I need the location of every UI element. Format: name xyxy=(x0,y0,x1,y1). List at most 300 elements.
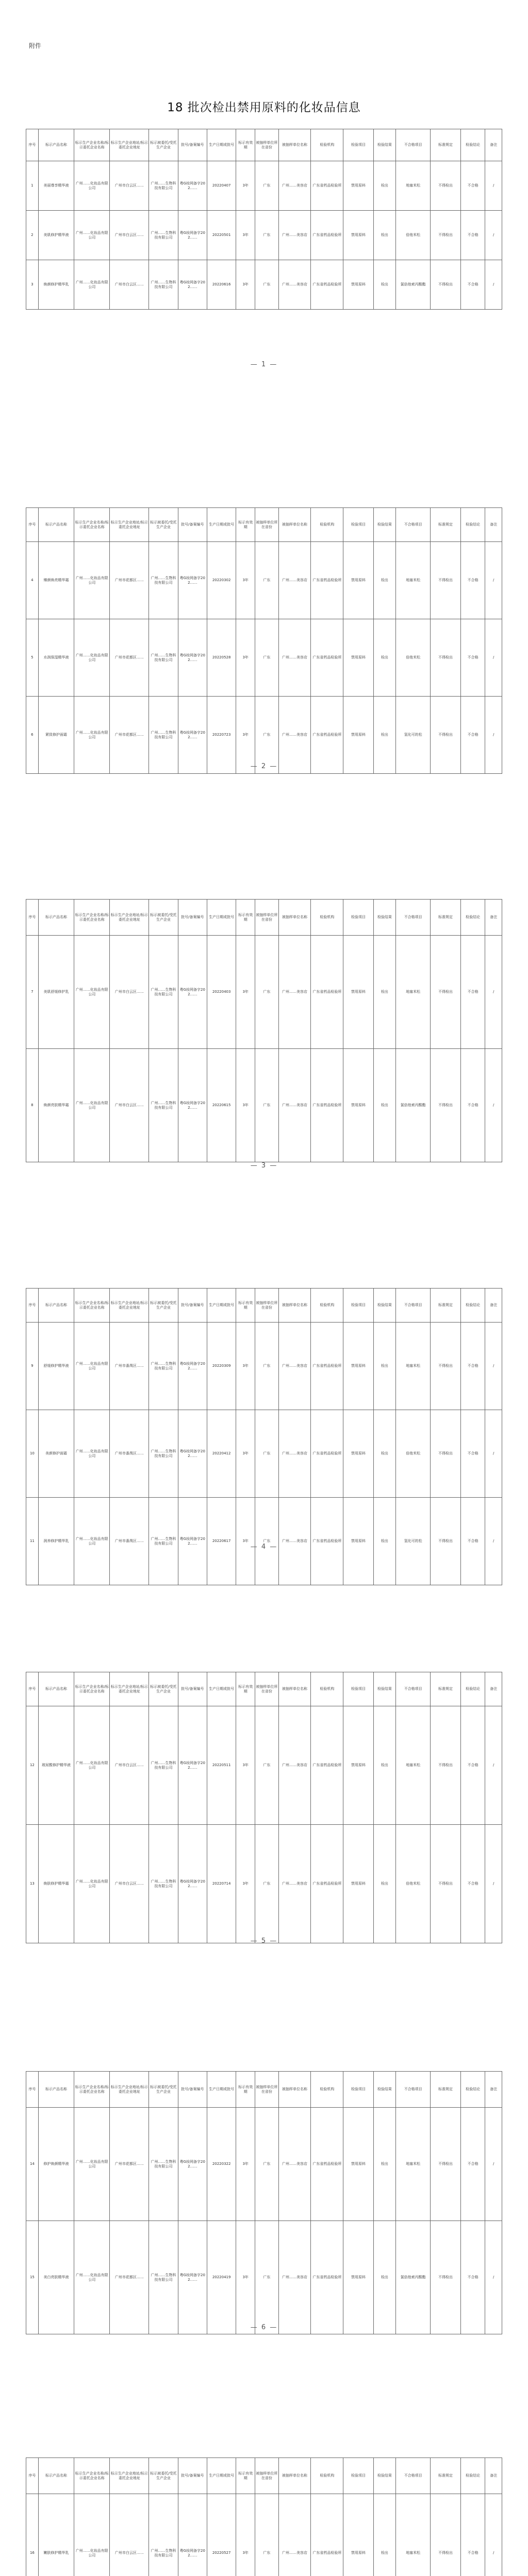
table-cell: 广州……生物科技有限公司 xyxy=(149,1825,178,1943)
column-header: 生产日期或批号 xyxy=(207,2072,236,2108)
table-cell: 广州……化妆品有限公司 xyxy=(74,2494,110,2576)
table-cell: 禁用原料 xyxy=(343,161,374,211)
table-cell: / xyxy=(485,1410,502,1498)
table-cell: 广州……化妆品有限公司 xyxy=(74,1706,110,1825)
table-cell: 粤G妆网备字202…… xyxy=(178,2494,207,2576)
column-header: 标准规定 xyxy=(431,2072,461,2108)
column-header: 不合格项目 xyxy=(396,2458,431,2494)
table-cell: 不得检出 xyxy=(431,2494,461,2576)
table-cell: 广州……生物科技有限公司 xyxy=(149,542,178,619)
table-cell: 检出 xyxy=(373,2494,395,2576)
table-cell: 不得检出 xyxy=(431,2108,461,2221)
table-cell: 广州……化妆品有限公司 xyxy=(74,1323,110,1410)
page-number: — 5 — xyxy=(250,1937,278,1945)
column-header: 不合格项目 xyxy=(396,1672,431,1706)
column-header: 检验机构 xyxy=(311,1289,343,1323)
column-header: 检验项目 xyxy=(343,2458,374,2494)
table-cell: 不得检出 xyxy=(431,1825,461,1943)
table-cell: 广州市白云区…… xyxy=(110,936,149,1049)
table-cell: 广东 xyxy=(255,2494,279,2576)
table-cell: 20220615 xyxy=(207,1049,236,1162)
table-cell: 广州……美容店 xyxy=(278,211,311,260)
column-header: 被抽样单位所在省份 xyxy=(255,900,279,936)
table-cell: 不合格 xyxy=(460,1706,485,1825)
table-cell: 3年 xyxy=(236,1323,255,1410)
table-cell: 20220616 xyxy=(207,260,236,310)
column-header: 序号 xyxy=(26,2072,39,2108)
table-cell: 美白亮肤精华液 xyxy=(38,2221,74,2334)
table-cell: 广东省药品检验所 xyxy=(311,1498,343,1585)
table-cell: / xyxy=(485,211,502,260)
table-cell: 广州……美容店 xyxy=(278,2108,311,2221)
table-cell: 广东 xyxy=(255,936,279,1049)
table-cell: 广东省药品检验所 xyxy=(311,2108,343,2221)
table-cell: 16 xyxy=(26,2494,39,2576)
column-header: 批号/备案编号 xyxy=(178,2458,207,2494)
table-cell: 臻颜焕亮精华霜 xyxy=(38,542,74,619)
table-cell: 广州……生物科技有限公司 xyxy=(149,1323,178,1410)
table-cell: / xyxy=(485,260,502,310)
table-cell: 粤G妆网备字202…… xyxy=(178,1825,207,1943)
table-cell: 检出 xyxy=(373,1410,395,1498)
column-header: 标示被委托/受托生产企业 xyxy=(149,900,178,936)
page-table-block xyxy=(26,2458,502,2576)
column-header: 备注 xyxy=(485,508,502,542)
column-header: 不合格项目 xyxy=(396,129,431,161)
table-cell: 广东 xyxy=(255,1323,279,1410)
table-cell: 不得检出 xyxy=(431,260,461,310)
page-table-block xyxy=(26,1288,502,1585)
table-cell: 禁用原料 xyxy=(343,1498,374,1585)
table-cell: 广州……美容店 xyxy=(278,1323,311,1410)
column-header: 检验结论 xyxy=(460,2458,485,2494)
column-header: 标准规定 xyxy=(431,129,461,161)
table-cell: 地塞米松 xyxy=(396,936,431,1049)
column-header: 生产日期或批号 xyxy=(207,508,236,542)
column-header: 标示被委托/受托生产企业 xyxy=(149,2458,178,2494)
table-row xyxy=(26,697,502,774)
column-header: 标示产品名称 xyxy=(38,2458,74,2494)
table-cell: 不得检出 xyxy=(431,542,461,619)
table-cell: 检出 xyxy=(373,260,395,310)
table-cell: 广东省药品检验所 xyxy=(311,1706,343,1825)
column-header: 批号/备案编号 xyxy=(178,1289,207,1323)
column-header: 标准规定 xyxy=(431,1672,461,1706)
table-cell: 禁用原料 xyxy=(343,542,374,619)
table-cell: 广州市番禺区…… xyxy=(110,1498,149,1585)
table-cell: 广州……生物科技有限公司 xyxy=(149,936,178,1049)
table-cell: 3 xyxy=(26,260,39,310)
column-header: 检验机构 xyxy=(311,129,343,161)
table-cell: 7 xyxy=(26,936,39,1049)
inspection-table xyxy=(26,507,502,774)
table-cell: 广州……美容店 xyxy=(278,1410,311,1498)
table-cell: 广东省药品检验所 xyxy=(311,619,343,697)
column-header: 标示产品名称 xyxy=(38,1672,74,1706)
table-cell: 广州……美容店 xyxy=(278,1706,311,1825)
table-cell: 不合格 xyxy=(460,1498,485,1585)
table-cell: 4 xyxy=(26,542,39,619)
table-cell: 粤G妆网备字202…… xyxy=(178,1323,207,1410)
table-cell: 不得检出 xyxy=(431,2221,461,2334)
table-cell: 焕肤修护精华霜 xyxy=(38,1825,74,1943)
table-cell: 不合格 xyxy=(460,697,485,774)
table-row xyxy=(26,1498,502,1585)
table-cell: 广东 xyxy=(255,1498,279,1585)
table-cell: 5 xyxy=(26,619,39,697)
column-header: 备注 xyxy=(485,1289,502,1323)
table-cell: 不合格 xyxy=(460,211,485,260)
table-row xyxy=(26,936,502,1049)
table-cell: 禁用原料 xyxy=(343,1825,374,1943)
table-cell: 焕颜修护精华乳 xyxy=(38,260,74,310)
table-cell: 不合格 xyxy=(460,260,485,310)
page-table-block xyxy=(26,507,502,774)
column-header: 标示生产企业名称/标示委托企业名称 xyxy=(74,508,110,542)
inspection-table xyxy=(26,1288,502,1585)
table-row xyxy=(26,1323,502,1410)
table-cell: 20220407 xyxy=(207,161,236,211)
table-cell: 广东 xyxy=(255,697,279,774)
column-header: 标示产品名称 xyxy=(38,1289,74,1323)
table-cell: 检出 xyxy=(373,1323,395,1410)
inspection-table xyxy=(26,1672,502,1943)
column-header: 检验结论 xyxy=(460,2072,485,2108)
table-cell: 广州……生物科技有限公司 xyxy=(149,260,178,310)
table-cell: 不合格 xyxy=(460,2108,485,2221)
table-cell: 润养修护精华乳 xyxy=(38,1498,74,1585)
table-row xyxy=(26,2494,502,2576)
column-header: 标示有效期 xyxy=(236,1289,255,1323)
column-header: 标示有效期 xyxy=(236,900,255,936)
column-header: 标示有效期 xyxy=(236,129,255,161)
table-cell: 1 xyxy=(26,161,39,211)
table-cell: 20220309 xyxy=(207,1323,236,1410)
table-cell: 氢化可的松 xyxy=(396,1498,431,1585)
table-cell: 13 xyxy=(26,1825,39,1943)
column-header: 标示生产企业地址/标示委托企业地址 xyxy=(110,1672,149,1706)
table-cell: 广州……化妆品有限公司 xyxy=(74,1498,110,1585)
table-cell: 广州……生物科技有限公司 xyxy=(149,161,178,211)
page-number: — 6 — xyxy=(250,2324,278,2331)
column-header: 检验结论 xyxy=(460,508,485,542)
table-cell: / xyxy=(485,619,502,697)
table-cell: 广州……化妆品有限公司 xyxy=(74,161,110,211)
table-cell: 检出 xyxy=(373,161,395,211)
table-cell: / xyxy=(485,1049,502,1162)
attachment-label: 附件 xyxy=(29,42,42,49)
table-cell: 广州市花都区…… xyxy=(110,2108,149,2221)
table-cell: 3年 xyxy=(236,1049,255,1162)
table-cell: 检出 xyxy=(373,1498,395,1585)
table-cell: 不合格 xyxy=(460,619,485,697)
column-header: 标示生产企业地址/标示委托企业地址 xyxy=(110,129,149,161)
table-cell: 禁用原料 xyxy=(343,1706,374,1825)
table-cell: / xyxy=(485,1706,502,1825)
table-cell: 检出 xyxy=(373,2108,395,2221)
table-cell: 不合格 xyxy=(460,1323,485,1410)
table-cell: 广州……生物科技有限公司 xyxy=(149,2108,178,2221)
table-cell: 广州……生物科技有限公司 xyxy=(149,1498,178,1585)
table-header-row xyxy=(26,1672,502,1706)
table-cell: 禁用原料 xyxy=(343,2494,374,2576)
table-cell: 倍他米松 xyxy=(396,1410,431,1498)
column-header: 批号/备案编号 xyxy=(178,2072,207,2108)
table-cell: 广东 xyxy=(255,211,279,260)
table-cell: 禁用原料 xyxy=(343,697,374,774)
table-cell: 广州市白云区…… xyxy=(110,1049,149,1162)
table-cell: 广东省药品检验所 xyxy=(311,211,343,260)
table-cell: 广东 xyxy=(255,1825,279,1943)
table-cell: / xyxy=(485,542,502,619)
table-cell: 地塞米松 xyxy=(396,542,431,619)
table-cell: 地塞米松 xyxy=(396,161,431,211)
table-cell: 不合格 xyxy=(460,1410,485,1498)
column-header: 检验结论 xyxy=(460,900,485,936)
column-header: 序号 xyxy=(26,129,39,161)
page-number: — 3 — xyxy=(250,1162,278,1170)
table-cell: 广州市白云区…… xyxy=(110,260,149,310)
table-cell: 广州市花都区…… xyxy=(110,697,149,774)
table-cell: 检出 xyxy=(373,1706,395,1825)
table-cell: 不得检出 xyxy=(431,1706,461,1825)
table-cell: 20220403 xyxy=(207,936,236,1049)
column-header: 标示被委托/受托生产企业 xyxy=(149,1289,178,1323)
column-header: 检验结论 xyxy=(460,129,485,161)
table-cell: 3年 xyxy=(236,161,255,211)
table-cell: 广州市花都区…… xyxy=(110,2221,149,2334)
table-cell: 不得检出 xyxy=(431,1323,461,1410)
table-cell: 修护焕颜精华液 xyxy=(38,2108,74,2221)
column-header: 标示产品名称 xyxy=(38,508,74,542)
table-cell: 广东 xyxy=(255,260,279,310)
column-header: 被抽样单位所在省份 xyxy=(255,1672,279,1706)
table-cell: 14 xyxy=(26,2108,39,2221)
table-cell: 粤G妆网备字202…… xyxy=(178,2221,207,2334)
inspection-table xyxy=(26,899,502,1162)
table-cell: 20220714 xyxy=(207,1825,236,1943)
column-header: 检验结论 xyxy=(460,1289,485,1323)
table-cell: 检出 xyxy=(373,1825,395,1943)
table-cell: / xyxy=(485,2494,502,2576)
column-header: 序号 xyxy=(26,508,39,542)
column-header: 标示生产企业名称/标示委托企业名称 xyxy=(74,1289,110,1323)
table-cell: 不合格 xyxy=(460,936,485,1049)
table-cell: / xyxy=(485,936,502,1049)
table-cell: 广东省药品检验所 xyxy=(311,936,343,1049)
table-row xyxy=(26,1825,502,1943)
column-header: 标示被委托/受托生产企业 xyxy=(149,1672,178,1706)
table-cell: 20220723 xyxy=(207,697,236,774)
table-cell: 广东省药品检验所 xyxy=(311,1410,343,1498)
table-cell: 3年 xyxy=(236,211,255,260)
table-cell: 粤G妆网备字202…… xyxy=(178,936,207,1049)
column-header: 标示被委托/受托生产企业 xyxy=(149,508,178,542)
table-header-row xyxy=(26,129,502,161)
table-cell: 广东 xyxy=(255,1410,279,1498)
table-cell: 广州……生物科技有限公司 xyxy=(149,2221,178,2334)
column-header: 序号 xyxy=(26,2458,39,2494)
table-cell: 3年 xyxy=(236,936,255,1049)
table-cell: 禁用原料 xyxy=(343,2221,374,2334)
column-header: 批号/备案编号 xyxy=(178,900,207,936)
table-cell: 粤G妆网备字202…… xyxy=(178,697,207,774)
table-cell: 不合格 xyxy=(460,542,485,619)
table-cell: 检出 xyxy=(373,542,395,619)
column-header: 检验结果 xyxy=(373,2458,395,2494)
column-header: 标示有效期 xyxy=(236,508,255,542)
table-cell: / xyxy=(485,1825,502,1943)
column-header: 标示被委托/受托生产企业 xyxy=(149,2072,178,2108)
column-header: 检验项目 xyxy=(343,2072,374,2108)
table-cell: / xyxy=(485,2221,502,2334)
column-header: 检验结果 xyxy=(373,508,395,542)
table-cell: 不得检出 xyxy=(431,936,461,1049)
table-cell: 广东省药品检验所 xyxy=(311,1323,343,1410)
column-header: 被抽样单位所在省份 xyxy=(255,1289,279,1323)
table-cell: 广东 xyxy=(255,619,279,697)
table-cell: 广州市花都区…… xyxy=(110,542,149,619)
table-cell: 广东省药品检验所 xyxy=(311,1049,343,1162)
page-number: — 4 — xyxy=(250,1543,278,1551)
column-header: 标示产品名称 xyxy=(38,900,74,936)
table-cell: 3年 xyxy=(236,260,255,310)
table-cell: 广州……美容店 xyxy=(278,2494,311,2576)
column-header: 标示生产企业地址/标示委托企业地址 xyxy=(110,2458,149,2494)
table-cell: 广州……美容店 xyxy=(278,260,311,310)
column-header: 备注 xyxy=(485,2458,502,2494)
table-cell: 舒缓修护精华液 xyxy=(38,1323,74,1410)
column-header: 检验结果 xyxy=(373,129,395,161)
table-cell: 紧致修护面霜 xyxy=(38,697,74,774)
table-cell: 粤G妆网备字202…… xyxy=(178,1706,207,1825)
table-cell: 不得检出 xyxy=(431,1049,461,1162)
table-cell: 不合格 xyxy=(460,1049,485,1162)
column-header: 被抽样单位名称 xyxy=(278,2072,311,2108)
table-cell: 禁用原料 xyxy=(343,2108,374,2221)
column-header: 序号 xyxy=(26,1289,39,1323)
table-cell: 11 xyxy=(26,1498,39,1585)
table-cell: 广东 xyxy=(255,542,279,619)
column-header: 序号 xyxy=(26,900,39,936)
column-header: 被抽样单位所在省份 xyxy=(255,129,279,161)
column-header: 检验项目 xyxy=(343,129,374,161)
table-cell: 广东省药品检验所 xyxy=(311,2221,343,2334)
table-cell: 广州……美容店 xyxy=(278,1825,311,1943)
table-cell: 不得检出 xyxy=(431,1410,461,1498)
column-header: 被抽样单位名称 xyxy=(278,1672,311,1706)
table-cell: 氯倍他索丙酸酯 xyxy=(396,1049,431,1162)
column-header: 检验机构 xyxy=(311,508,343,542)
column-header: 标示有效期 xyxy=(236,1672,255,1706)
table-cell: 禁用原料 xyxy=(343,1049,374,1162)
table-header-row xyxy=(26,2072,502,2108)
column-header: 备注 xyxy=(485,1672,502,1706)
table-cell: 地塞米松 xyxy=(396,1706,431,1825)
table-cell: 广东 xyxy=(255,2221,279,2334)
column-header: 标准规定 xyxy=(431,900,461,936)
column-header: 检验机构 xyxy=(311,1672,343,1706)
table-cell: 广州……美容店 xyxy=(278,936,311,1049)
table-cell: 粤G妆网备字202…… xyxy=(178,1410,207,1498)
column-header: 检验结果 xyxy=(373,1672,395,1706)
table-cell: / xyxy=(485,2108,502,2221)
table-cell: / xyxy=(485,161,502,211)
table-cell: 广州……美容店 xyxy=(278,697,311,774)
table-cell: 倍他米松 xyxy=(396,1825,431,1943)
table-cell: 广州……美容店 xyxy=(278,542,311,619)
table-cell: 广州市白云区…… xyxy=(110,1825,149,1943)
page-number: — 1 — xyxy=(250,361,278,368)
table-cell: 广州……生物科技有限公司 xyxy=(149,1049,178,1162)
table-cell: 焕颜亮肤精华霜 xyxy=(38,1049,74,1162)
table-cell: 广州……美容店 xyxy=(278,1049,311,1162)
table-cell: 倍他米松 xyxy=(396,211,431,260)
table-row xyxy=(26,1706,502,1825)
column-header: 检验机构 xyxy=(311,900,343,936)
table-row xyxy=(26,2221,502,2334)
table-cell: 广州市白云区…… xyxy=(110,2494,149,2576)
table-cell: 玻尿酸修护精华液 xyxy=(38,1706,74,1825)
table-cell: 广州……生物科技有限公司 xyxy=(149,1410,178,1498)
column-header: 标示生产企业地址/标示委托企业地址 xyxy=(110,900,149,936)
table-cell: 20220322 xyxy=(207,2108,236,2221)
table-row xyxy=(26,2108,502,2221)
table-cell: 检出 xyxy=(373,936,395,1049)
table-cell: 粤G妆网备字202…… xyxy=(178,260,207,310)
page-table-block xyxy=(26,899,502,1162)
table-cell: 3年 xyxy=(236,619,255,697)
table-cell: 广州……化妆品有限公司 xyxy=(74,1049,110,1162)
table-cell: 广州……化妆品有限公司 xyxy=(74,619,110,697)
table-cell: 不合格 xyxy=(460,2494,485,2576)
table-cell: 3年 xyxy=(236,2494,255,2576)
column-header: 标准规定 xyxy=(431,2458,461,2494)
table-cell: 不得检出 xyxy=(431,619,461,697)
column-header: 标示生产企业地址/标示委托企业地址 xyxy=(110,508,149,542)
column-header: 生产日期或批号 xyxy=(207,1672,236,1706)
column-header: 不合格项目 xyxy=(396,1289,431,1323)
column-header: 检验机构 xyxy=(311,2072,343,2108)
table-cell: 地塞米松 xyxy=(396,2108,431,2221)
table-cell: 广州……化妆品有限公司 xyxy=(74,936,110,1049)
column-header: 标示有效期 xyxy=(236,2458,255,2494)
table-cell: / xyxy=(485,697,502,774)
column-header: 被抽样单位名称 xyxy=(278,1289,311,1323)
table-cell: 不得检出 xyxy=(431,161,461,211)
column-header: 备注 xyxy=(485,2072,502,2108)
inspection-table xyxy=(26,2458,502,2576)
table-cell: 20220528 xyxy=(207,619,236,697)
column-header: 标示产品名称 xyxy=(38,2072,74,2108)
column-header: 序号 xyxy=(26,1672,39,1706)
column-header: 批号/备案编号 xyxy=(178,508,207,542)
table-cell: 检出 xyxy=(373,2221,395,2334)
table-cell: 地塞米松 xyxy=(396,2494,431,2576)
column-header: 被抽样单位所在省份 xyxy=(255,2458,279,2494)
table-cell: 粤G妆网备字202…… xyxy=(178,1498,207,1585)
table-cell: 20220501 xyxy=(207,211,236,260)
table-cell: 粤G妆网备字202…… xyxy=(178,542,207,619)
table-cell: 广州……化妆品有限公司 xyxy=(74,2108,110,2221)
table-cell: 广州市番禺区…… xyxy=(110,1410,149,1498)
table-cell: 广州市花都区…… xyxy=(110,619,149,697)
table-cell: 20220617 xyxy=(207,1498,236,1585)
table-cell: 20220412 xyxy=(207,1410,236,1498)
table-cell: 水润保湿精华液 xyxy=(38,619,74,697)
table-cell: 粤G妆网备字202…… xyxy=(178,161,207,211)
column-header: 生产日期或批号 xyxy=(207,1289,236,1323)
